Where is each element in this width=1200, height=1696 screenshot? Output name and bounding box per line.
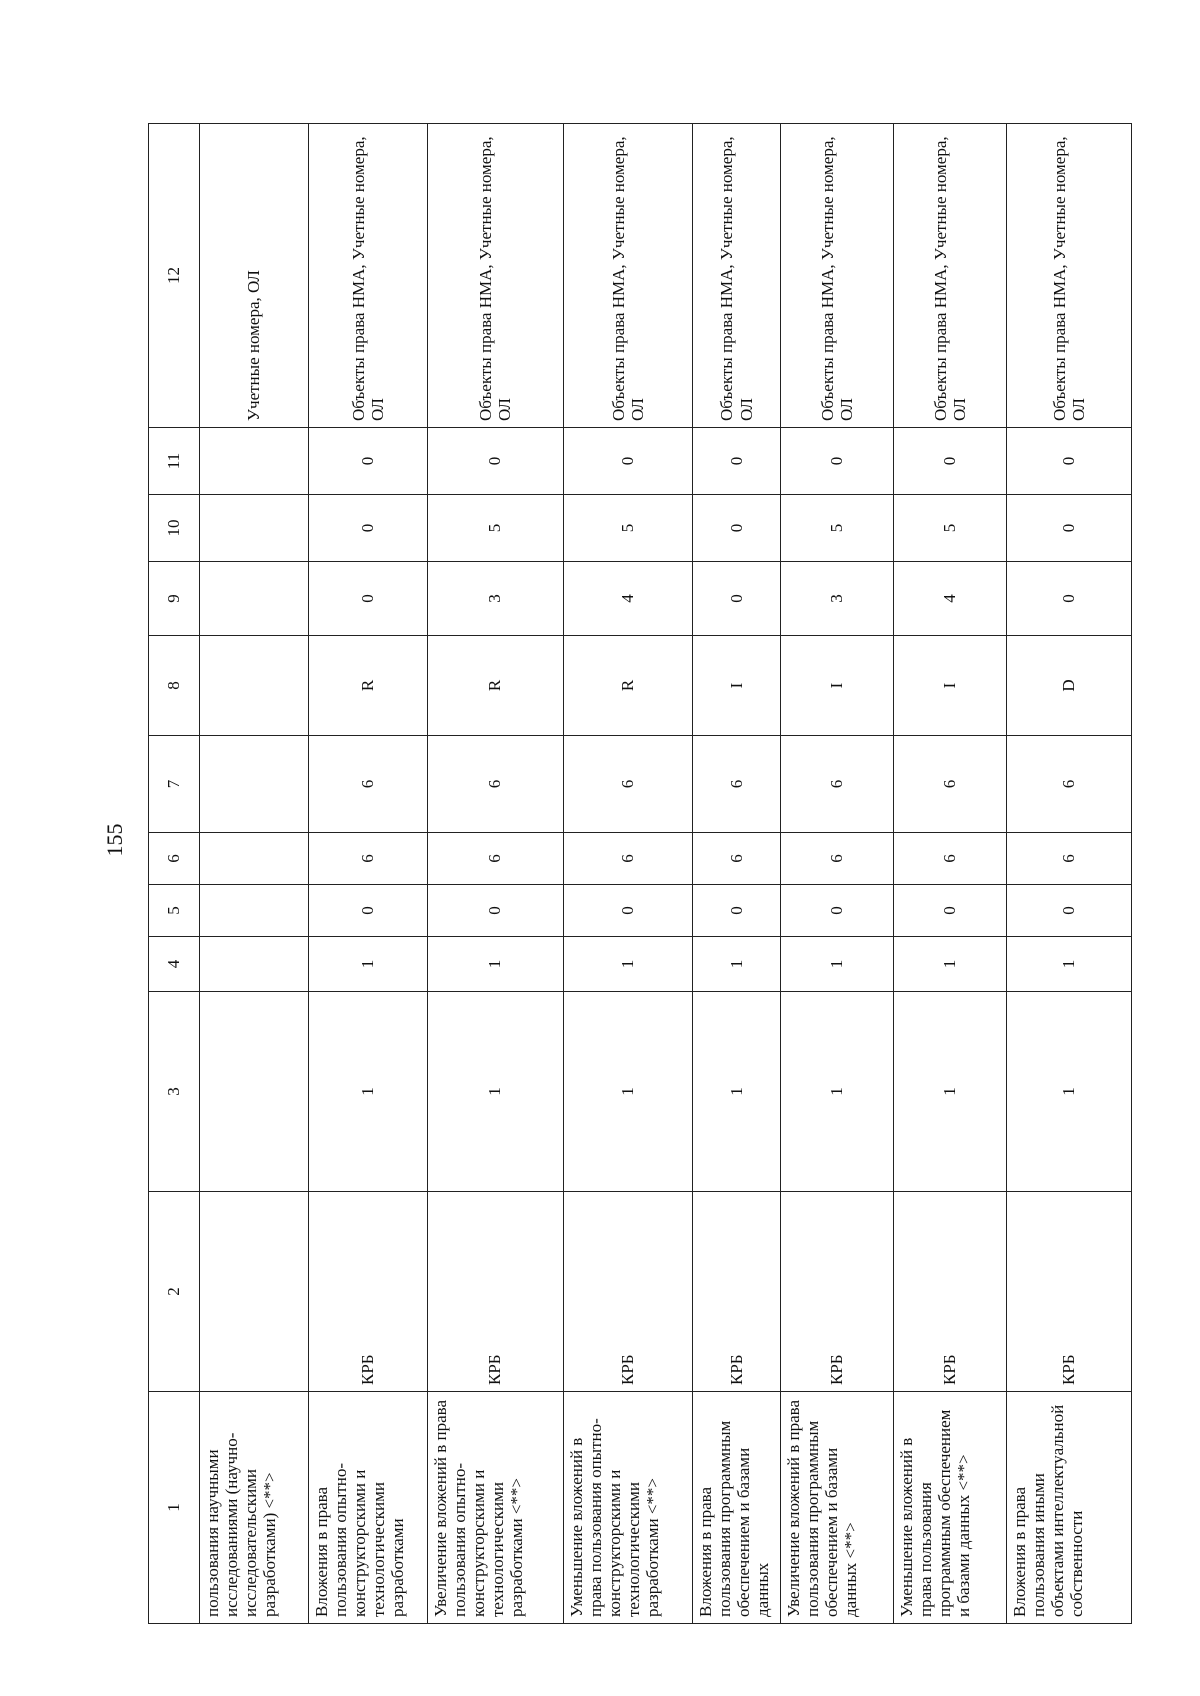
table-cell: 6 <box>781 833 894 885</box>
table-cell: 1 <box>308 992 427 1192</box>
table-cell: 6 <box>894 736 1007 833</box>
table-cell: 1 <box>427 992 563 1192</box>
table-cell: 5 <box>781 495 894 562</box>
table-cell: I <box>692 636 781 736</box>
table-row <box>563 124 692 1624</box>
table-cell: 1 <box>781 937 894 992</box>
page-number: 155 <box>102 823 127 857</box>
table-cell: 0 <box>781 885 894 937</box>
table-cell: 4 <box>894 562 1007 636</box>
table-cell: 0 <box>692 885 781 937</box>
table-cell: 0 <box>308 428 427 495</box>
column-header: 1 <box>149 1392 200 1624</box>
table-cell: 3 <box>781 562 894 636</box>
column-header: 7 <box>149 736 200 833</box>
table-cell <box>200 428 309 495</box>
table-cell <box>200 937 309 992</box>
table-row <box>427 124 563 1624</box>
table-cell: 6 <box>563 833 692 885</box>
table-cell: КРБ <box>563 1192 692 1392</box>
table-cell: 6 <box>427 833 563 885</box>
table-cell: 5 <box>563 495 692 562</box>
table-cell: 0 <box>427 885 563 937</box>
table-header-row <box>149 124 200 1624</box>
column-header: 3 <box>149 992 200 1192</box>
table-cell: 6 <box>1007 736 1132 833</box>
table-cell: 0 <box>692 428 781 495</box>
table-cell: 1 <box>692 992 781 1192</box>
table-cell: 1 <box>563 992 692 1192</box>
table-cell: 0 <box>427 428 563 495</box>
account-name-cell: Вложения в права пользования программным обеспечением и базами данных <box>692 1392 781 1624</box>
table-cell: R <box>563 636 692 736</box>
table-cell: 1 <box>692 937 781 992</box>
table-row <box>200 124 309 1624</box>
table-cell: 6 <box>308 736 427 833</box>
table-cell: КРБ <box>427 1192 563 1392</box>
table-cell: 1 <box>308 937 427 992</box>
table-cell: 0 <box>308 885 427 937</box>
table-cell: КРБ <box>692 1192 781 1392</box>
account-name-cell: Увеличение вложений в права пользования опытно-конструкторскими и технологическими разработками <**> <box>427 1392 563 1624</box>
table-cell: 0 <box>1007 562 1132 636</box>
table-row <box>308 124 427 1624</box>
table-cell: 1 <box>781 992 894 1192</box>
table-cell: Объекты права НМА, Учетные номера, ОЛ <box>308 124 427 428</box>
table-cell: 0 <box>1007 428 1132 495</box>
accounts-table <box>148 123 1132 1624</box>
column-header: 4 <box>149 937 200 992</box>
table-cell: 1 <box>894 937 1007 992</box>
table-cell: 6 <box>894 833 1007 885</box>
column-header: 11 <box>149 428 200 495</box>
table-cell: Учетные номера, ОЛ <box>200 124 309 428</box>
table-cell <box>200 833 309 885</box>
column-header: 12 <box>149 124 200 428</box>
table-cell: 0 <box>781 428 894 495</box>
rotated-table-container <box>148 124 1132 1624</box>
table-cell: R <box>308 636 427 736</box>
column-header: 2 <box>149 1192 200 1392</box>
table-cell: 3 <box>427 562 563 636</box>
table-cell: 5 <box>894 495 1007 562</box>
table-cell <box>200 562 309 636</box>
table-cell: 6 <box>563 736 692 833</box>
table-cell: 6 <box>692 736 781 833</box>
table-cell <box>200 636 309 736</box>
account-name-cell: Вложения в права пользования иными объектами интеллектуальной собственности <box>1007 1392 1132 1624</box>
table-cell: Объекты права НМА, Учетные номера, ОЛ <box>894 124 1007 428</box>
table-cell: 6 <box>1007 833 1132 885</box>
table-cell <box>200 885 309 937</box>
table-cell: 0 <box>563 885 692 937</box>
table-cell: 0 <box>894 885 1007 937</box>
column-header: 6 <box>149 833 200 885</box>
table-row <box>781 124 894 1624</box>
table-cell: КРБ <box>894 1192 1007 1392</box>
account-name-cell: Уменьшение вложений в права пользования опытно-конструкторскими и технологическими разработками <**> <box>563 1392 692 1624</box>
table-cell <box>200 992 309 1192</box>
table-cell: 1 <box>1007 992 1132 1192</box>
table-cell: 6 <box>781 736 894 833</box>
table-cell: 0 <box>563 428 692 495</box>
table-cell: 0 <box>308 495 427 562</box>
table-cell: 0 <box>692 495 781 562</box>
column-header: 5 <box>149 885 200 937</box>
account-name-cell: Увеличение вложений в права пользования программным обеспечением и базами данных <**> <box>781 1392 894 1624</box>
table-cell: 4 <box>563 562 692 636</box>
table-cell: 1 <box>894 992 1007 1192</box>
table-cell: Объекты права НМА, Учетные номера, ОЛ <box>563 124 692 428</box>
table-cell: КРБ <box>1007 1192 1132 1392</box>
table-cell: 6 <box>427 736 563 833</box>
table-cell: 6 <box>308 833 427 885</box>
table-row <box>1007 124 1132 1624</box>
column-header: 9 <box>149 562 200 636</box>
table-cell: Объекты права НМА, Учетные номера, ОЛ <box>427 124 563 428</box>
column-header: 8 <box>149 636 200 736</box>
table-cell: Объекты права НМА, Учетные номера, ОЛ <box>1007 124 1132 428</box>
table-cell: I <box>894 636 1007 736</box>
table-cell <box>200 495 309 562</box>
table-cell: Объекты права НМА, Учетные номера, ОЛ <box>781 124 894 428</box>
column-header: 10 <box>149 495 200 562</box>
table-cell <box>200 736 309 833</box>
table-cell: 0 <box>692 562 781 636</box>
table-cell: 1 <box>563 937 692 992</box>
table-cell: 1 <box>427 937 563 992</box>
table-cell: КРБ <box>308 1192 427 1392</box>
table-row <box>692 124 781 1624</box>
table-row <box>894 124 1007 1624</box>
table-cell: 1 <box>1007 937 1132 992</box>
table-cell <box>200 1192 309 1392</box>
table-cell: 0 <box>894 428 1007 495</box>
table-cell: D <box>1007 636 1132 736</box>
table-cell: 6 <box>692 833 781 885</box>
account-name-cell: Уменьшение вложений в права пользования программным обеспечением и базами данных <**> <box>894 1392 1007 1624</box>
table-cell: 5 <box>427 495 563 562</box>
table-cell: 0 <box>1007 495 1132 562</box>
account-name-cell: пользования научными исследованиями (научно-исследовательскими разработками) <**> <box>200 1392 309 1624</box>
table-cell: Объекты права НМА, Учетные номера, ОЛ <box>692 124 781 428</box>
table-cell: 0 <box>308 562 427 636</box>
table-cell: КРБ <box>781 1192 894 1392</box>
table-cell: 0 <box>1007 885 1132 937</box>
account-name-cell: Вложения в права пользования опытно-конструкторскими и технологическими разработками <box>308 1392 427 1624</box>
table-cell: I <box>781 636 894 736</box>
table-cell: R <box>427 636 563 736</box>
